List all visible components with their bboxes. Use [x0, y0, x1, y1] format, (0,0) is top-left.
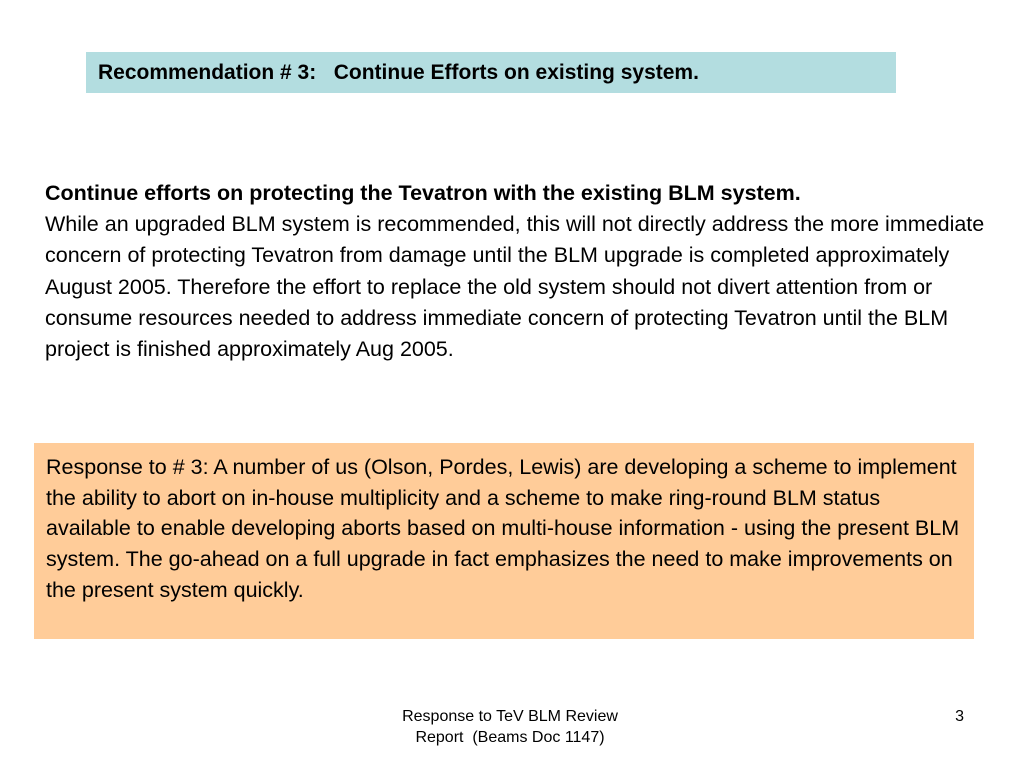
footer [340, 706, 680, 748]
slide-title: Recommendation # 3: Continue Efforts on existing system. [86, 52, 896, 93]
footer-line-2: Report (Beams Doc 1147) [415, 729, 605, 746]
response-box: Response to # 3: A number of us (Olson, Pordes, Lewis) are developing a scheme to implement the ability to abort on in-house multiplicity and a scheme to make ring-round BLM status available to enable developing aborts based on multi-house information - using the present BLM system. The go-ahead on a full upgrade in fact emphasizes the need to make improvements on the present system quickly. [34, 443, 974, 639]
recommendation-lead: Continue efforts on protecting the Tevatron with the existing BLM system. [45, 181, 801, 205]
page-number: 3 [955, 708, 964, 725]
footer-line-1: Response to TeV BLM Review [402, 708, 618, 725]
recommendation-text: While an upgraded BLM system is recommended, this will not directly address the more immediate concern of protecting Tevatron from damage until the BLM upgrade is completed approximately August 2005. Therefore the effort to replace the old system should not divert attention from or consume resources needed to address immediate concern of protecting Tevatron until the BLM project is finished approximately Aug 2005. [45, 212, 985, 362]
recommendation-body [45, 178, 985, 365]
